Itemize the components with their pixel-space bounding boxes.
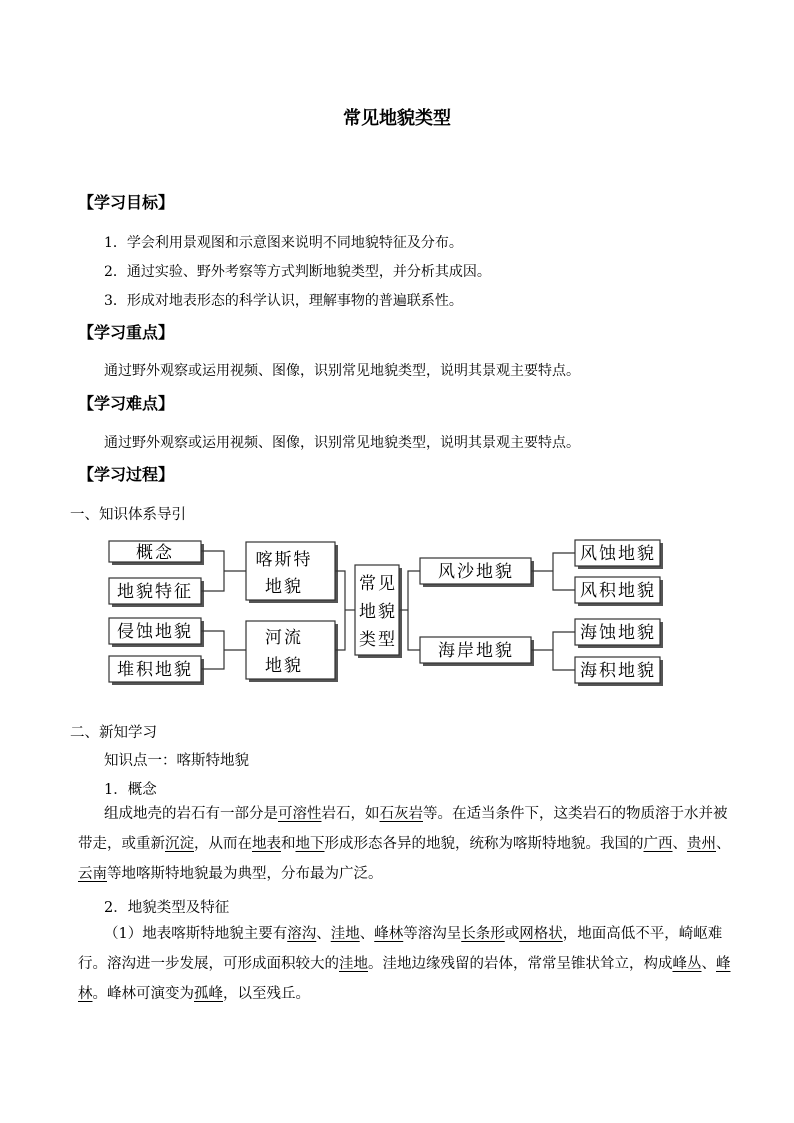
box-sea-erosion: 海蚀地貌 [580, 623, 656, 643]
difficulty-text: 通过野外观察或运用视频、图像，识别常见地貌类型，说明其景观主要特点。 [104, 435, 580, 451]
goal-item-1: 1．学会利用景观图和示意图来说明不同地貌特征及分布。 [104, 235, 463, 251]
box-river-line1: 河流 [265, 628, 303, 648]
paragraph-concept: 组成地壳的岩石有一部分是可溶性岩石，如石灰岩等。在适当条件下，这类岩石的物质溶于水并被带走，或重新沉淀，从而在地表和地下形成形态各异的地貌，统称为喀斯特地貌。我国的广西、贵州、云南等地喀斯特地貌最为典型，分布最为广泛。 [78, 806, 731, 882]
box-karst-line2: 地貌 [265, 577, 303, 597]
box-sea-deposition: 海积地貌 [580, 661, 656, 681]
key-text: 通过野外观察或运用视频、图像，识别常见地貌类型，说明其景观主要特点。 [104, 363, 580, 379]
difficulty-heading: 【学习难点】 [78, 394, 175, 413]
subheading-types: 2．地貌类型及特征 [104, 900, 230, 916]
box-deposition-landform: 堆积地貌 [117, 660, 193, 680]
box-erosion-landform: 侵蚀地貌 [117, 622, 193, 642]
box-center-line2: 地貌 [359, 602, 397, 622]
section1-title: 一、知识体系导引 [70, 507, 186, 523]
box-karst-line1: 喀斯特 [255, 550, 313, 570]
goal-item-2: 2．通过实验、野外考察等方式判断地貌类型，并分析其成因。 [104, 264, 491, 280]
box-wind-landform: 风沙地貌 [438, 562, 514, 582]
subheading-concept: 1．概念 [104, 782, 157, 798]
box-wind-deposition: 风积地貌 [580, 581, 656, 601]
paragraph-types: （1）地表喀斯特地貌主要有溶沟、洼地、峰林等溶沟呈长条形或网格状，地面高低不平，崎岖难行。溶沟进一步发展，可形成面积较大的洼地。洼地边缘残留的岩体，常常呈锥状耸立，构成峰丛、峰林。峰林可演变为孤峰，以至残丘。 [78, 926, 731, 1002]
process-heading: 【学习过程】 [78, 465, 175, 484]
page-title: 常见地貌类型 [343, 108, 451, 129]
knowledge-point-1: 知识点一：喀斯特地貌 [104, 753, 249, 769]
box-concept: 概念 [136, 543, 174, 563]
box-center-line3: 类型 [359, 630, 397, 650]
key-heading: 【学习重点】 [78, 323, 175, 342]
goal-item-3: 3．形成对地表形态的科学认识，理解事物的普遍联系性。 [104, 293, 463, 309]
box-coast-landform: 海岸地貌 [438, 641, 514, 661]
box-center-line1: 常见 [359, 574, 397, 594]
section2-title: 二、新知学习 [70, 725, 157, 741]
knowledge-diagram [0, 530, 794, 700]
box-landform-features: 地貌特征 [117, 582, 193, 602]
box-wind-erosion: 风蚀地貌 [580, 544, 656, 564]
goals-heading: 【学习目标】 [78, 193, 175, 212]
box-river-line2: 地貌 [265, 656, 303, 676]
